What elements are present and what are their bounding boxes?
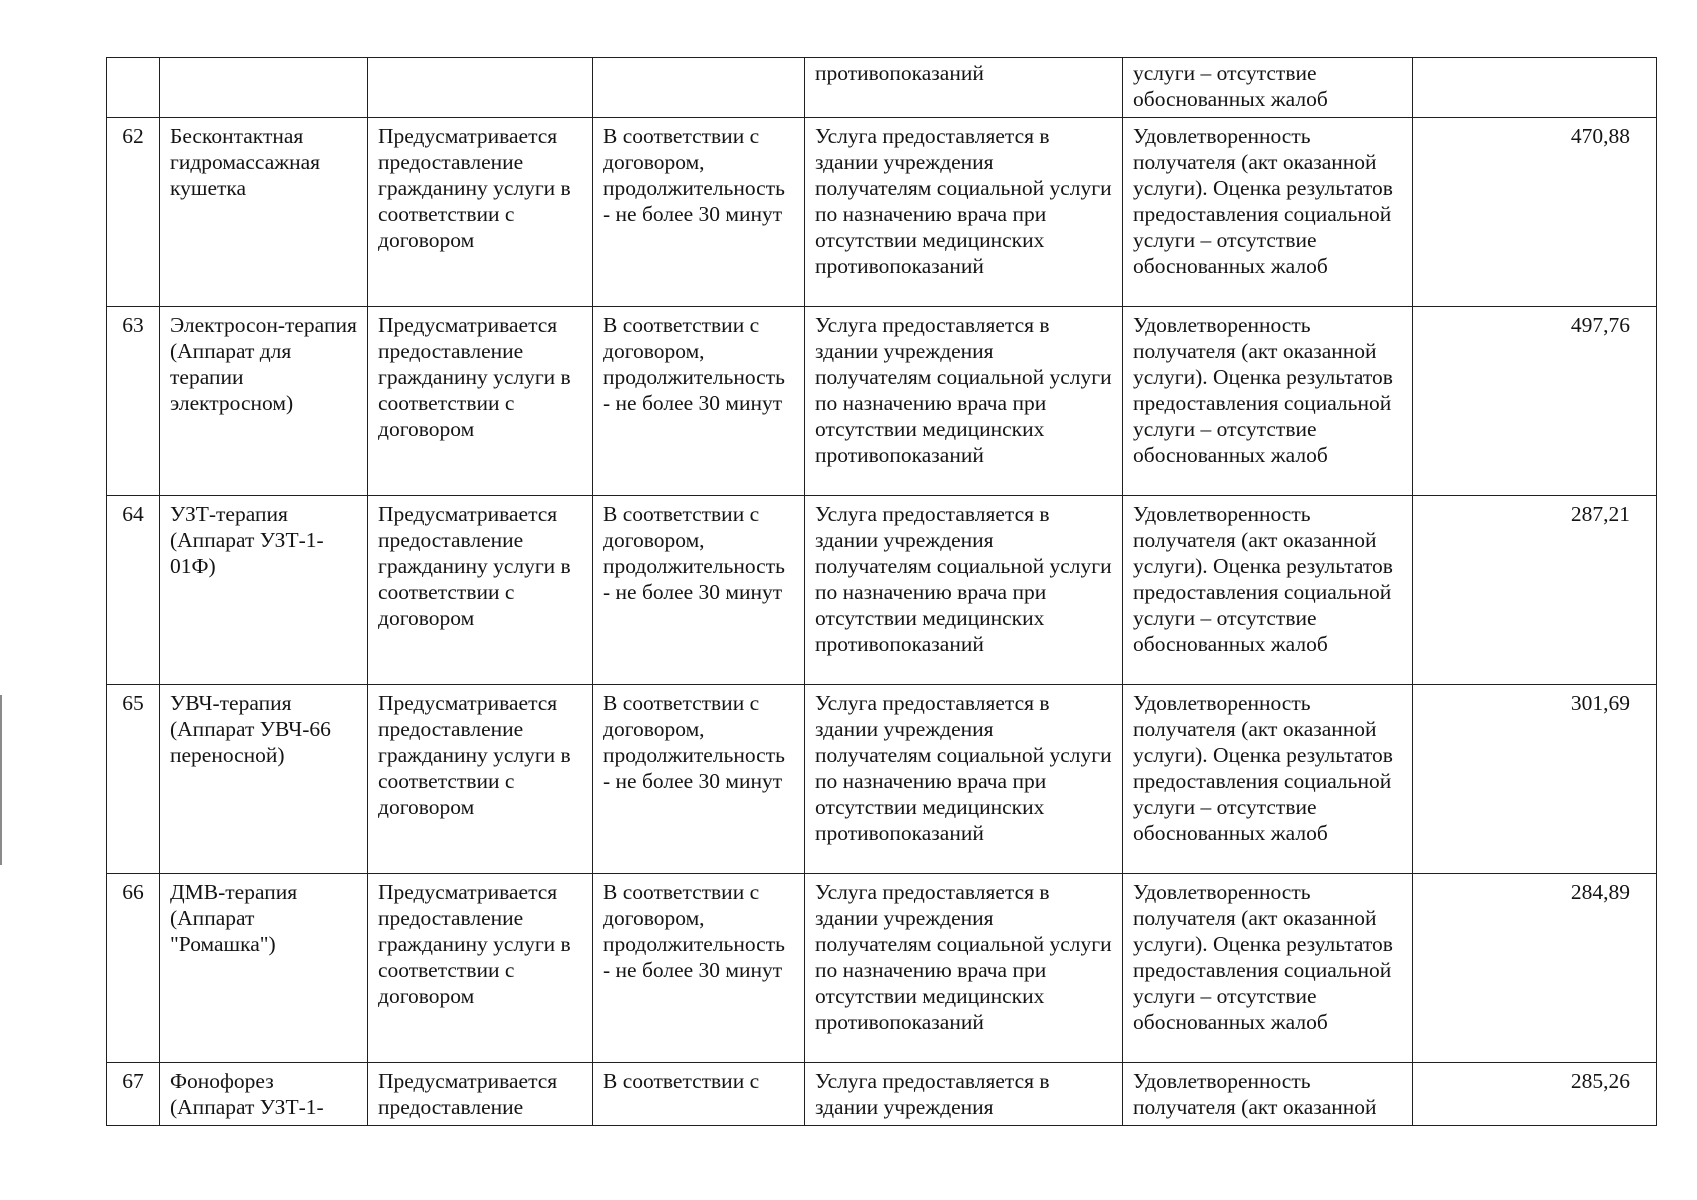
cell-conditions: Услуга предоставляется в здании учреждения xyxy=(805,1063,1123,1126)
cell-content: Предусматривается предоставление гражданину услуги в соответствии с договором xyxy=(368,496,593,685)
cell-price: 470,88 xyxy=(1413,118,1657,307)
cell-price xyxy=(1413,58,1657,118)
cell-name xyxy=(160,58,368,118)
cell-terms: В соответствии с договором, продолжительность - не более 30 минут xyxy=(593,118,805,307)
cell-content: Предусматривается предоставление гражданину услуги в соответствии с договором xyxy=(368,874,593,1063)
cell-price: 284,89 xyxy=(1413,874,1657,1063)
cell-conditions: Услуга предоставляется в здании учреждения получателям социальной услуги по назначению врача при отсутствии медицинских противопоказаний xyxy=(805,496,1123,685)
cell-content: Предусматривается предоставление гражданину услуги в соответствии с договором xyxy=(368,307,593,496)
cell-num: 62 xyxy=(107,118,160,307)
cell-quality: Удовлетворенность получателя (акт оказанной услуги). Оценка результатов предоставления социальной услуги – отсутствие обоснованных жалоб xyxy=(1123,307,1413,496)
cell-name: ДМВ-терапия (Аппарат "Ромашка") xyxy=(160,874,368,1063)
cell-num xyxy=(107,58,160,118)
cell-terms: В соответствии с договором, продолжительность - не более 30 минут xyxy=(593,874,805,1063)
table-row-continued xyxy=(107,58,1657,118)
cell-content: Предусматривается предоставление гражданину услуги в соответствии с договором xyxy=(368,685,593,874)
cell-name: Фонофорез (Аппарат УЗТ-1- xyxy=(160,1063,368,1126)
services-table xyxy=(106,57,1657,1126)
cell-quality: Удовлетворенность получателя (акт оказанной услуги). Оценка результатов предоставления социальной услуги – отсутствие обоснованных жалоб xyxy=(1123,874,1413,1063)
cell-num: 64 xyxy=(107,496,160,685)
cell-price: 287,21 xyxy=(1413,496,1657,685)
cell-price: 301,69 xyxy=(1413,685,1657,874)
cell-quality: услуги – отсутствие обоснованных жалоб xyxy=(1123,58,1413,118)
cell-name: Бесконтактная гидромассажная кушетка xyxy=(160,118,368,307)
table-row xyxy=(107,1063,1657,1126)
cell-content: Предусматривается предоставление гражданину услуги в соответствии с договором xyxy=(368,118,593,307)
table-row xyxy=(107,496,1657,685)
cell-quality: Удовлетворенность получателя (акт оказанной услуги). Оценка результатов предоставления социальной услуги – отсутствие обоснованных жалоб xyxy=(1123,685,1413,874)
table-row xyxy=(107,307,1657,496)
cell-quality: Удовлетворенность получателя (акт оказанной xyxy=(1123,1063,1413,1126)
cell-num: 66 xyxy=(107,874,160,1063)
cell-conditions: противопоказаний xyxy=(805,58,1123,118)
cell-num: 65 xyxy=(107,685,160,874)
cell-terms: В соответствии с договором, продолжительность - не более 30 минут xyxy=(593,307,805,496)
cell-price: 285,26 xyxy=(1413,1063,1657,1126)
cell-terms: В соответствии с xyxy=(593,1063,805,1126)
cell-terms: В соответствии с договором, продолжительность - не более 30 минут xyxy=(593,496,805,685)
cell-price: 497,76 xyxy=(1413,307,1657,496)
cell-conditions: Услуга предоставляется в здании учреждения получателям социальной услуги по назначению врача при отсутствии медицинских противопоказаний xyxy=(805,874,1123,1063)
page-edge-mark xyxy=(0,695,2,865)
cell-terms xyxy=(593,58,805,118)
table-row xyxy=(107,685,1657,874)
cell-name: УВЧ-терапия (Аппарат УВЧ-66 переносной) xyxy=(160,685,368,874)
cell-quality: Удовлетворенность получателя (акт оказанной услуги). Оценка результатов предоставления социальной услуги – отсутствие обоснованных жалоб xyxy=(1123,496,1413,685)
cell-conditions: Услуга предоставляется в здании учреждения получателям социальной услуги по назначению врача при отсутствии медицинских противопоказаний xyxy=(805,307,1123,496)
cell-conditions: Услуга предоставляется в здании учреждения получателям социальной услуги по назначению врача при отсутствии медицинских противопоказаний xyxy=(805,118,1123,307)
table-row xyxy=(107,118,1657,307)
cell-content: Предусматривается предоставление xyxy=(368,1063,593,1126)
cell-name: УЗТ-терапия (Аппарат УЗТ-1-01Ф) xyxy=(160,496,368,685)
table-row xyxy=(107,874,1657,1063)
cell-conditions: Услуга предоставляется в здании учреждения получателям социальной услуги по назначению врача при отсутствии медицинских противопоказаний xyxy=(805,685,1123,874)
cell-num: 63 xyxy=(107,307,160,496)
cell-name: Электросон-терапия (Аппарат для терапии электросном) xyxy=(160,307,368,496)
cell-terms: В соответствии с договором, продолжительность - не более 30 минут xyxy=(593,685,805,874)
cell-num: 67 xyxy=(107,1063,160,1126)
cell-content xyxy=(368,58,593,118)
cell-quality: Удовлетворенность получателя (акт оказанной услуги). Оценка результатов предоставления социальной услуги – отсутствие обоснованных жалоб xyxy=(1123,118,1413,307)
